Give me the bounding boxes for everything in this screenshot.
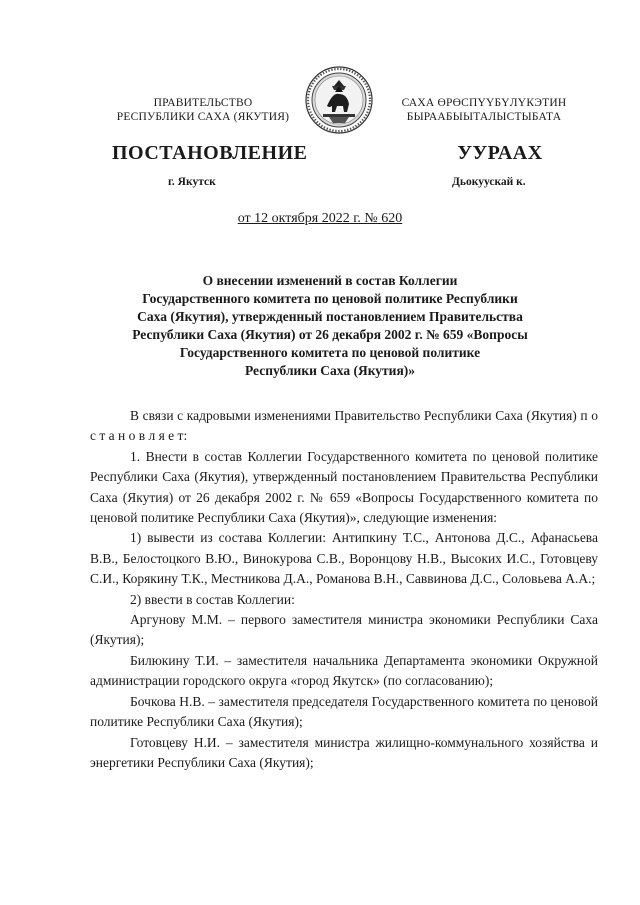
member-entry: Аргунову М.М. – первого заместителя министра экономики Республики Саха (Якутия);: [90, 612, 598, 648]
paragraph-1-1: 1) вывести из состава Коллегии: Антипкину Т.С., Антонова Д.С., Афанасьева В.В., Белостоцкого В.Ю., Винокурова С.В., Воронцову Н.В., Высоких И.С., Готовцеву С.И., Корякину Т.К., Местникова Д.А., Романова В.Н., Саввинова Д.С., Соловьева А.А.;: [90, 530, 598, 587]
header-left-line2: РЕСПУБЛИКИ САХА (ЯКУТИЯ): [116, 111, 290, 123]
header-right-line2: БЫРААБЫЫТАЛЫСТЫБАТА: [406, 111, 562, 123]
intro-paragraph: [90, 406, 598, 447]
header-right-line1: САХА ӨРӨСПҮҮБҮЛҮКЭТИН: [401, 97, 567, 109]
title-line: Государственного комитета по ценовой политике: [179, 345, 481, 360]
title-line: О внесении изменений в состав Коллегии: [202, 273, 458, 288]
doc-type-ru: ПОСТАНОВЛЕНИЕ: [112, 142, 308, 164]
intro-text: В связи с кадровыми изменениями Правительство Республики Саха (Якутия): [130, 408, 577, 423]
document-body: [90, 406, 598, 773]
title-line: Саха (Якутия), утвержденный постановлением Правительства: [137, 309, 523, 324]
member-entry: Бочкова Н.В. – заместителя председателя Государственного комитета по ценовой политике Республики Саха (Якутия);: [90, 693, 598, 730]
date-number-line: [0, 211, 640, 227]
date-number: от 12 октября 2022 г. № 620: [237, 211, 403, 226]
paragraph-1: 1. Внести в состав Коллегии Государственного комитета по ценовой политике Республики Саха (Якутия), утвержденный постановлением Правительства Республики Саха (Якутия) от 26 декабря 2002 г. № 659 «Вопросы Государственного комитета по ценовой политике Республики Саха (Якутия)», следующие изменения:: [90, 448, 598, 526]
member-entry: Билюкину Т.И. – заместителя начальника Департамента экономики Окружной администрации городского округа «город Якутск» (по согласованию);: [90, 652, 598, 689]
header-right-sah: [384, 96, 584, 124]
header-left-line1: ПРАВИТЕЛЬСТВО: [153, 97, 253, 109]
city-ru: г. Якутск: [168, 176, 216, 188]
member-entry: Готовцеву Н.И. – заместителя министра жилищно-коммунального хозяйства и энергетики Республики Саха (Якутия);: [90, 734, 598, 770]
header-left-ru: [103, 96, 303, 124]
doc-type-sah: УУРААХ: [457, 142, 543, 164]
yakutia-coat-of-arms-icon: [305, 66, 373, 134]
city-sah: Дьокуускай к.: [452, 176, 526, 188]
title-line: Республики Саха (Якутия)»: [244, 363, 415, 378]
document-title: [100, 272, 560, 380]
intro-verb: п о с т а н о в л я е т:: [90, 408, 599, 444]
title-line: Республики Саха (Якутия) от 26 декабря 2002 г. № 659 «Вопросы: [132, 327, 528, 342]
paragraph-1-2: 2) ввести в состав Коллегии:: [130, 591, 295, 607]
title-line: Государственного комитета по ценовой политике Республики: [142, 291, 518, 306]
